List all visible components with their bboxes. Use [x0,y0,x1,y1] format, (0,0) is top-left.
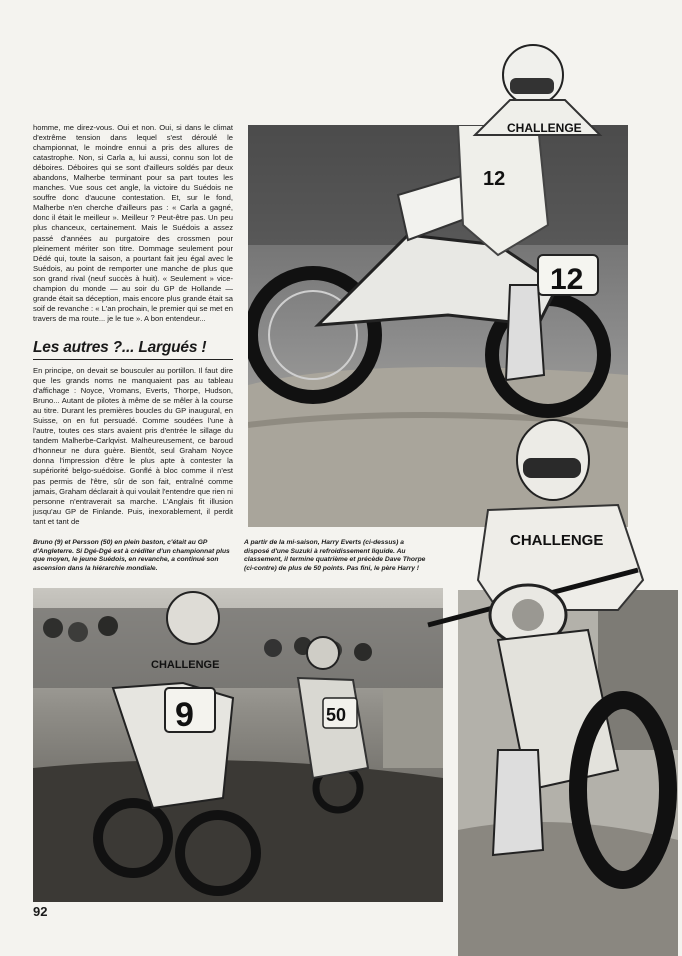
caption-right: A partir de la mi-saison, Harry Everts (ci-dessus) a disposé d'une Suzuki à refroidissement liquide. Au classement, il termine quatrième et précède Dave Thorpe (ci-contre) de plus de 50 points. Pas fini, le père Harry ! [244,539,426,572]
top-number-plate: 12 [550,263,584,296]
photo-riders-9-50 [33,588,443,902]
caption-left: Bruno (9) et Persson (50) en plein baston, c'était au GP d'Angleterre. Si Dgé-Dgé est à créditer d'un championnat plus que moyen, le jeune Suédois, en revanche, a continué son ascension dans la hiérarchie mondiale. [33,539,230,572]
top-bib-number: 12 [483,168,506,190]
heading-rule [33,359,233,360]
section-heading: Les autres ?... Largués ! [33,339,207,356]
photo-rider-12-helmet [415,40,625,140]
page-number: 92 [33,904,48,919]
top-sponsor-text: CHALLENGE [507,121,582,135]
bottom-right-sponsor-text: CHALLENGE [510,532,604,549]
bib-number-9: 9 [175,696,194,734]
bib-number-50: 50 [326,705,347,725]
photo-rider-challenge [418,410,678,956]
body-paragraph: En principe, on devait se bousculer au portillon. Il faut dire que les grands noms ne manquaient pas au tableau d'affichage : Noyce, Vromans, Everts, Thorpe, Hudson, Bruno... Autant de pilotes à même de se mêler à la course au titre. Durant les premières boucles du GP inaugural, en Suisse, on en fut persuadé. Comme soudées l'une à l'autre, toutes ces stars avaient pris d'entrée le sillage du tandem Malherbe-Carlqvist. Malheureusement, ce baroud d'honneur ne dura guère. Bientôt, seul Graham Noyce donna l'impression d'être le plus apte à contester la supériorité belgo-suédoise. Gonflé à bloc comme il n'est pas permis de l'être, sûr de son fait, entraîné comme jamais, Graham déclarait à qui voulait l'entendre que rien ni personne n'entraverait sa marche. L'Anglais fit illusion jusqu'au GP de Finlande. Puis, inexorablement, il perdit tant et tant de [33,366,233,526]
bottom-left-sponsor-text: CHALLENGE [151,659,220,671]
intro-paragraph: homme, me direz-vous. Oui et non. Oui, si dans le climat d'extrême tension dans lequel s'est déroulé le championnat, le moindre ennui a pris des allures de catastrophe. Non, si Carla a, lui aussi, connu son lot de déboires. Déboires qui se sont d'ailleurs soldés par deux abandons, Malherbe terminant pour sa part toutes les manches. Vue sous cet angle, la victoire du Suédois ne souffre donc d'aucune contestation. Et, sur le fond, Malherbe n'en cherche d'ailleurs pas : « Carla a gagné, donc il était le meilleur ». Meilleur ? Peut-être pas. Un peu plus chanceux, certainement. Mais le Suédois a assez passé d'années au purgatoire des crossmen pour pleinement mériter son titre. Dommage seulement pour Dédé qui, toute la saison, a pourtant fait jeu égal avec le Suédois, au point de remporter une manche de plus que son grand rival (neuf succès à huit). « Seulement » vice-champion du monde — au soir du GP de Hollande — grande était sa déception, mais encore plus grande était sa soif de revanche : « L'an prochain, le premier qui se met en travers de ma route... je le tue ». A bon entendeur... [33,123,233,323]
